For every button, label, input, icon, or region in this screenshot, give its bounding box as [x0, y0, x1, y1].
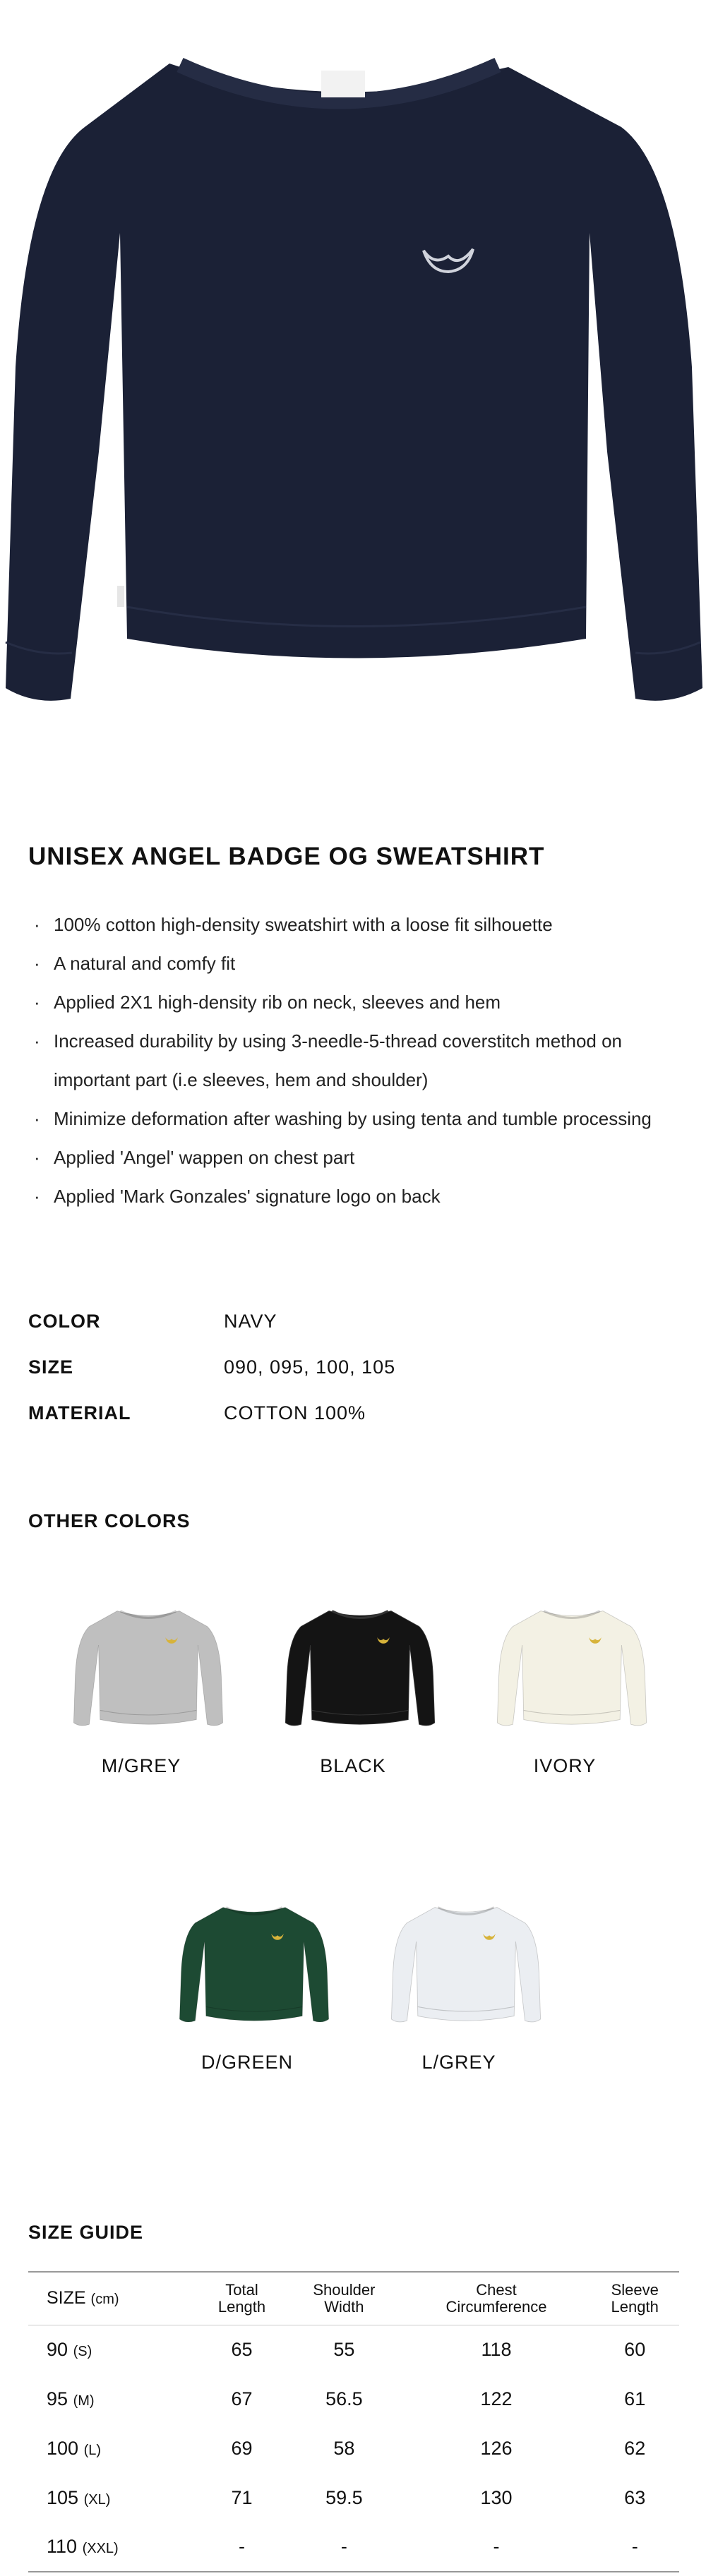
size-cell — [28, 2374, 198, 2424]
measure-cell: 69 — [231, 2437, 253, 2459]
measure-cell: 126 — [480, 2437, 513, 2459]
spec-row-color — [28, 1299, 395, 1344]
feature-item — [28, 1022, 685, 1061]
size-number: 100 — [47, 2437, 79, 2459]
color-swatch-sweatshirt — [388, 1895, 544, 2035]
header-line-1: Chest — [476, 2280, 517, 2299]
measure-cell: - — [590, 2522, 679, 2572]
color-option-d-green[interactable] — [176, 1895, 318, 2074]
feature-item — [28, 1061, 685, 1100]
neck-label-tag — [321, 71, 365, 97]
size-letter: (L) — [83, 2442, 102, 2458]
size-letter: (XL) — [83, 2491, 111, 2508]
header-line-1: Shoulder — [313, 2280, 376, 2299]
size-letter: (S) — [73, 2343, 92, 2359]
size-cell — [28, 2424, 198, 2473]
spec-row-size — [28, 1344, 395, 1390]
feature-text: Applied 'Mark Gonzales' signature logo on back — [54, 1186, 441, 1207]
bullet-dot: · — [34, 1108, 40, 1129]
color-option-black[interactable] — [282, 1599, 424, 1777]
measure-cell: 118 — [481, 2338, 512, 2360]
color-swatch-sweatshirt — [71, 1599, 226, 1738]
measure-cell: 65 — [231, 2338, 253, 2360]
feature-item — [28, 1177, 685, 1216]
spec-row-material — [28, 1390, 395, 1436]
other-colors-heading: OTHER COLORS — [28, 1510, 191, 1531]
measure-cell: - — [286, 2522, 402, 2572]
product-main-image — [0, 0, 706, 713]
header-line-1: Sleeve — [611, 2280, 659, 2299]
size-number: 90 — [47, 2338, 68, 2360]
color-swatch-sweatshirt — [176, 1895, 332, 2035]
measure-cell: 63 — [624, 2486, 646, 2508]
header-line-1: Total — [225, 2280, 258, 2299]
spec-label: COLOR — [28, 1311, 101, 1332]
navy-sweatshirt-illustration — [0, 0, 706, 713]
feature-item — [28, 1138, 685, 1177]
color-option-m-grey[interactable] — [71, 1599, 212, 1777]
feature-list — [28, 905, 685, 1216]
measure-column-header — [286, 2272, 402, 2325]
header-line-2: Length — [217, 2297, 266, 2316]
feature-text: Increased durability by using 3-needle-5-thread coverstitch method on — [54, 1030, 623, 1052]
measure-cell: 122 — [480, 2388, 513, 2409]
bullet-dot: · — [34, 992, 40, 1013]
feature-text: Applied 'Angel' wappen on chest part — [54, 1147, 355, 1168]
measure-column-header — [198, 2272, 287, 2325]
measure-cell: 71 — [231, 2486, 253, 2508]
header-line-2: Width — [324, 2297, 364, 2316]
measure-cell: 62 — [624, 2437, 646, 2459]
feature-text: A natural and comfy fit — [54, 953, 236, 974]
measure-cell: 130 — [480, 2486, 513, 2508]
spec-label: MATERIAL — [28, 1402, 131, 1424]
product-title: UNISEX ANGEL BADGE OG SWEATSHIRT — [28, 843, 545, 870]
feature-item — [28, 1100, 685, 1138]
measure-column-header — [590, 2272, 679, 2325]
measure-cell: - — [402, 2522, 591, 2572]
measure-cell: 58 — [333, 2437, 355, 2459]
size-cell — [28, 2325, 198, 2374]
size-number: 105 — [47, 2486, 79, 2508]
size-number: 95 — [47, 2388, 68, 2409]
table-row — [28, 2522, 679, 2572]
size-letter: (M) — [73, 2393, 95, 2409]
color-label: BLACK — [320, 1755, 386, 1776]
color-label: M/GREY — [101, 1755, 181, 1776]
size-header-unit: (cm) — [90, 2291, 119, 2307]
table-row — [28, 2325, 679, 2374]
measure-cell: 59.5 — [325, 2486, 363, 2508]
color-label: IVORY — [533, 1755, 597, 1776]
size-guide-header-row — [28, 2272, 679, 2325]
measure-cell: 60 — [624, 2338, 646, 2360]
feature-item — [28, 944, 685, 983]
feature-text: Minimize deformation after washing by using tenta and tumble processing — [54, 1108, 652, 1129]
measure-column-header — [402, 2272, 591, 2325]
color-swatch-sweatshirt — [282, 1599, 438, 1738]
header-line-2: Length — [611, 2297, 659, 2316]
spec-value: COTTON 100% — [224, 1402, 366, 1424]
measure-cell: 67 — [231, 2388, 253, 2409]
color-label: L/GREY — [421, 2052, 496, 2073]
size-cell — [28, 2522, 198, 2572]
header-line-2: Circumference — [445, 2297, 547, 2316]
measure-cell: 61 — [624, 2388, 646, 2409]
feature-item — [28, 983, 685, 1022]
spec-table — [28, 1299, 395, 1436]
color-option-l-grey[interactable] — [388, 1895, 530, 2074]
size-header-label: SIZE — [47, 2287, 86, 2308]
table-row — [28, 2374, 679, 2424]
color-label: D/GREEN — [201, 2052, 294, 2073]
feature-text: Applied 2X1 high-density rib on neck, sleeves and hem — [54, 992, 501, 1013]
size-guide-heading: SIZE GUIDE — [28, 2222, 144, 2243]
feature-text: important part (i.e sleeves, hem and shoulder) — [54, 1069, 429, 1090]
feature-item — [28, 905, 685, 944]
color-swatch-sweatshirt — [494, 1599, 650, 1738]
measure-cell: 56.5 — [325, 2388, 363, 2409]
size-letter: (XXL) — [82, 2541, 119, 2556]
spec-label: SIZE — [28, 1356, 74, 1378]
measure-cell: - — [198, 2522, 287, 2572]
size-guide-table — [28, 2271, 679, 2572]
size-number: 110 — [47, 2536, 78, 2557]
bullet-dot: · — [34, 1147, 40, 1168]
bullet-dot: · — [34, 914, 40, 935]
measure-cell: 55 — [333, 2338, 355, 2360]
color-option-ivory[interactable] — [494, 1599, 635, 1777]
size-cell — [28, 2473, 198, 2522]
feature-text: 100% cotton high-density sweatshirt with a loose fit silhouette — [54, 914, 553, 935]
spec-value: NAVY — [224, 1311, 277, 1332]
spec-value: 090, 095, 100, 105 — [224, 1356, 396, 1378]
bullet-dot: · — [34, 953, 40, 974]
table-row — [28, 2473, 679, 2522]
bullet-dot: · — [34, 1030, 40, 1052]
table-row — [28, 2424, 679, 2473]
bullet-dot: · — [34, 1186, 40, 1207]
size-column-header — [28, 2272, 198, 2325]
